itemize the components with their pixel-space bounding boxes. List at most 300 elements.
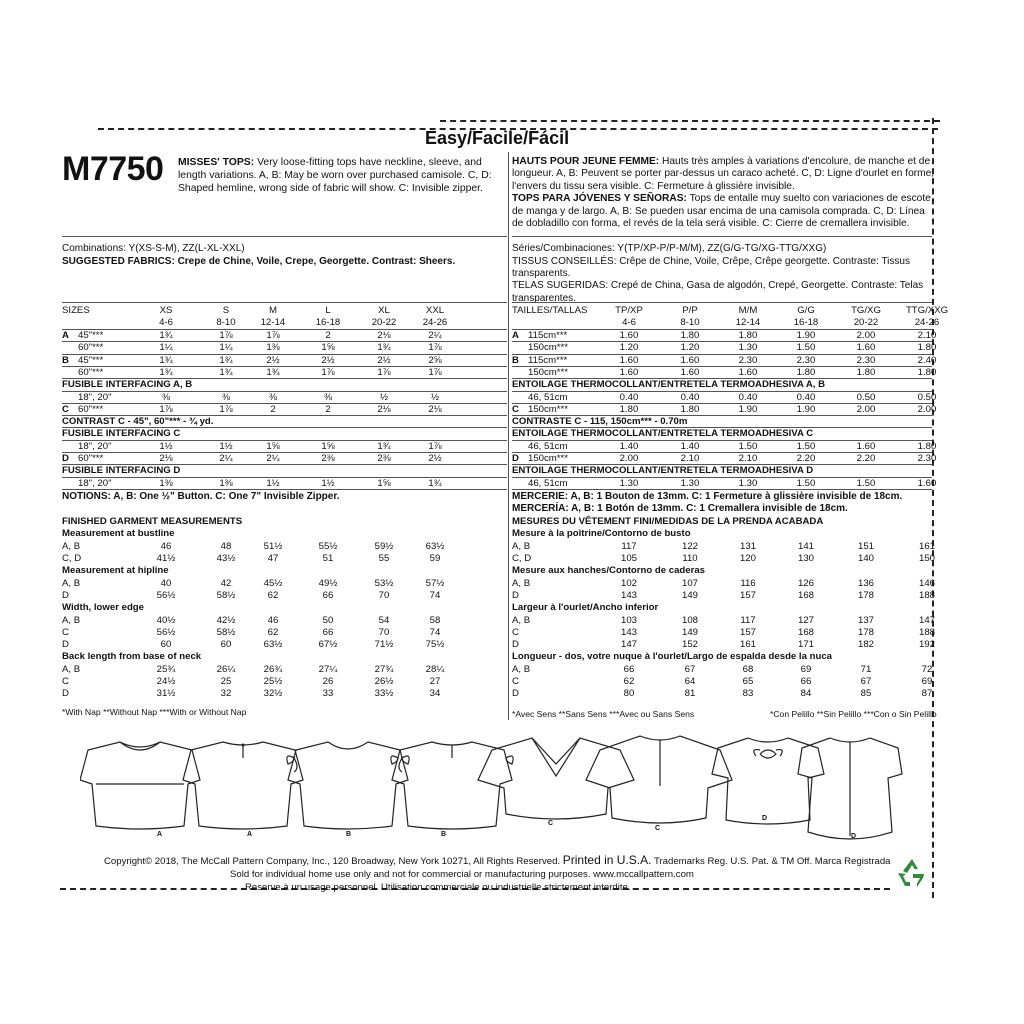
view-letter: C [512, 676, 519, 687]
measurement-value: 71½ [374, 639, 394, 651]
view-c-front-drawing [478, 738, 634, 819]
difficulty-heading: Easy/Facile/Fácil [425, 128, 570, 148]
footnote-es: *Con Pelillo **Sin Pelillo ***Con o Sin Pelillo [770, 709, 937, 719]
measurement-value: 146 [918, 577, 936, 589]
fabric-width: 60"*** [78, 403, 104, 415]
yardage-value: 1.90 [738, 403, 758, 415]
measurement-value: 56½ [156, 626, 176, 638]
rule [512, 302, 932, 303]
measurement-value: 188 [918, 589, 936, 601]
yardage-value: 1⅞ [377, 366, 391, 378]
measurement-heading: Longueur - dos, votre nuque à l'ourlet/Largo de espalda desde la nuca [512, 651, 832, 663]
view-letter: C, D [62, 553, 82, 564]
measurement-value: 157 [739, 589, 757, 601]
view-letter: A [62, 330, 69, 341]
yardage-value: 2½ [321, 354, 335, 366]
measurement-value: 33½ [374, 688, 394, 700]
measurement-value: 27¾ [374, 663, 394, 675]
footer-line-3: Reserve à un usage personnel. Utilisation commerciale ou industrielle strictement interdite. [245, 882, 631, 893]
fabric-width: 150cm*** [528, 342, 568, 354]
view-letter: A, B [512, 614, 531, 626]
yardage-value: 2⅜ [377, 453, 391, 464]
footnote-fr: *Avec Sens **Sans Sens ***Avec ou Sans Sens [512, 709, 695, 719]
measurement-value: 108 [681, 614, 699, 626]
yardage-value: 2.20 [796, 453, 816, 464]
measurement-value: 70 [378, 589, 390, 601]
section-heading: CONTRAST C - 45", 60"*** - ¾ yd. [62, 416, 214, 428]
yardage-value: 0.50 [856, 391, 876, 403]
yardage-value: ⅜ [161, 391, 171, 403]
fabric-width: 60"*** [78, 342, 104, 354]
yardage-value: 0.40 [619, 391, 639, 403]
measurement-value: 60 [160, 639, 172, 651]
section-heading: FUSIBLE INTERFACING A, B [62, 379, 193, 391]
measurement-value: 26½ [374, 676, 394, 687]
measurement-value: 47 [267, 553, 279, 564]
size-header: L [325, 305, 331, 316]
measurement-value: 27 [429, 676, 441, 687]
yardage-value: 1⅞ [428, 440, 442, 452]
combinations-en: Combinations: Y(XS-S-M), ZZ(L-XL-XXL) [62, 243, 245, 254]
measurement-value: 120 [739, 553, 757, 564]
measurement-value: 58 [429, 614, 441, 626]
yardage-value: ⅜ [268, 391, 278, 403]
yardage-value: 2½ [266, 354, 280, 366]
measurements-title: FINISHED GARMENT MEASUREMENTS [62, 516, 243, 527]
measurement-value: 45½ [263, 577, 283, 589]
yardage-value: 1¾ [377, 440, 391, 452]
measurement-value: 54 [378, 614, 390, 626]
yardage-value: 1.80 [917, 440, 937, 452]
measurement-value: 149 [681, 626, 699, 638]
yardage-value: 2¼ [428, 330, 442, 341]
measurement-value: 27¼ [318, 663, 338, 675]
copyright: Copyright© 2018, The McCall Pattern Company, Inc., 120 Broadway, New York 10271, All Rights Reserved. [104, 856, 561, 867]
measurement-value: 151 [857, 540, 875, 552]
measurement-value: 143 [620, 626, 638, 638]
size-number: 24-26 [914, 317, 940, 328]
yardage-value: 1.60 [619, 354, 639, 366]
measurement-value: 74 [429, 626, 441, 638]
fabrics-es-line: transparentes. [512, 292, 576, 304]
measurement-value: 72 [921, 663, 933, 675]
measurement-value: 60 [220, 639, 232, 651]
size-header: XL [378, 305, 390, 316]
cut-line-top-right [440, 120, 940, 122]
yardage-value: 1.50 [856, 477, 876, 489]
measurement-value: 66 [322, 626, 334, 638]
yardage-value: 1.60 [917, 477, 937, 489]
yardage-value: 0.40 [738, 391, 758, 403]
yardage-value: 1⅝ [321, 342, 335, 354]
size-number: 4-6 [622, 317, 636, 328]
size-header: P/P [682, 305, 698, 316]
view-label: D [851, 833, 857, 840]
measurement-value: 152 [681, 639, 699, 651]
description-en-line: length variations. A, B: May be worn over purchased camisole. C, D: [178, 170, 492, 181]
measurement-value: 67 [684, 663, 696, 675]
yardage-value: 1⅞ [428, 366, 442, 378]
yardage-value: 1.60 [856, 440, 876, 452]
size-header: XS [159, 305, 173, 316]
view-letter: D [62, 589, 69, 601]
measurement-value: 40 [160, 577, 172, 589]
view-a-front-drawing [80, 742, 200, 829]
view-letter: D [62, 688, 69, 700]
measurement-value: 131 [739, 540, 757, 552]
measurement-value: 31½ [156, 688, 176, 700]
yardage-value: 2⅝ [428, 354, 442, 366]
yardage-value: 2 [325, 403, 331, 415]
yardage-value: 2.10 [917, 330, 937, 341]
size-number: 8-10 [216, 317, 236, 328]
yardage-value: 1½ [159, 440, 173, 452]
measurement-value: 26¾ [263, 663, 283, 675]
description-es-line: Tops de entalle muy suelto con variaciones de escote, [689, 193, 934, 205]
yardage-value: ⅜ [221, 391, 231, 403]
fabric-width: 46, 51cm [528, 440, 568, 452]
size-header: XXL [425, 305, 445, 316]
measurement-value: 74 [429, 589, 441, 601]
measurement-value: 178 [857, 626, 875, 638]
measurement-value: 182 [857, 639, 875, 651]
measurement-heading: Largeur à l'ourlet/Ancho inferior [512, 602, 659, 614]
view-letter: D [62, 453, 69, 464]
view-letter: A, B [62, 614, 81, 626]
view-label: A [157, 831, 163, 838]
measurement-value: 59½ [374, 540, 394, 552]
measurement-value: 116 [740, 577, 756, 589]
measurement-value: 87 [921, 688, 933, 700]
measurement-value: 62 [623, 676, 635, 687]
yardage-value: 1⅞ [428, 342, 442, 354]
view-letter: A, B [512, 540, 531, 552]
size-number: 16-18 [793, 317, 819, 328]
view-letter: C, D [512, 553, 532, 564]
rule [512, 489, 932, 490]
view-letter: A, B [512, 577, 531, 589]
fabrics-en: SUGGESTED FABRICS: Crepe de Chine, Voile, Crepe, Georgette. Contrast: Sheers. [62, 256, 456, 267]
yardage-value: 2.30 [738, 354, 758, 366]
measurement-value: 110 [682, 553, 698, 564]
measurement-value: 51 [322, 553, 334, 564]
yardage-value: 2.20 [856, 453, 876, 464]
yardage-value: 2½ [377, 354, 391, 366]
yardage-value: 1.20 [680, 342, 700, 354]
measurement-value: 63½ [263, 639, 283, 651]
measurement-value: 67 [860, 676, 872, 687]
yardage-value: 1.50 [796, 342, 816, 354]
measurement-value: 66 [322, 589, 334, 601]
size-header: TTG/XXG [905, 305, 949, 316]
yardage-value: 1½ [321, 477, 335, 489]
view-label: C [548, 820, 554, 827]
yardage-value: 1¾ [219, 366, 233, 378]
trademark: Trademarks Reg. U.S. Pat. & TM Off. Marca Registrada [653, 856, 891, 867]
yardage-value: 1¾ [377, 342, 391, 354]
yardage-value: 1.50 [796, 440, 816, 452]
view-letter: C [62, 403, 69, 415]
measurement-value: 58½ [216, 589, 236, 601]
measurement-value: 178 [857, 589, 875, 601]
measurement-value: 24½ [156, 676, 176, 687]
yardage-value: 1¾ [428, 477, 442, 489]
rule [62, 489, 507, 490]
description-fr-line: Hauts très amples à variations d'encolure, de manche et de [662, 156, 931, 167]
measurement-value: 41½ [156, 553, 176, 564]
fabric-width: 115cm*** [528, 354, 568, 366]
rule [62, 302, 507, 303]
size-header: S [222, 305, 230, 316]
view-letter: D [512, 688, 519, 700]
measurement-value: 107 [681, 577, 699, 589]
yardage-value: 1.80 [796, 366, 816, 378]
size-number: 16-18 [315, 317, 341, 328]
recycle-icon [895, 856, 929, 890]
yardage-value: 1⅞ [219, 403, 233, 415]
fabrics-fr-line: TISSUS CONSEILLÉS: Crêpe de Chine, Voile, Crêpe, Crêpe georgette. Contraste: Tissus [512, 256, 910, 267]
fabric-width: 46, 51cm [528, 477, 568, 489]
view-a-back-drawing [183, 742, 303, 829]
description-es-line: de dobladillo con forma, el revés de la tela será visible. C: Cierre de cremallera invisible. [512, 218, 910, 230]
measurement-value: 42 [220, 577, 232, 589]
view-letter: D [512, 453, 519, 464]
view-letter: A, B [62, 663, 81, 675]
size-number: 12-14 [260, 317, 286, 328]
yardage-value: 1.30 [619, 477, 639, 489]
measurement-value: 42½ [216, 614, 236, 626]
yardage-value: 1⅞ [219, 330, 233, 341]
size-header: M [269, 305, 277, 316]
view-letter: C [62, 626, 69, 638]
measurement-value: 150 [918, 553, 936, 564]
view-d-back-drawing [798, 738, 902, 839]
view-letter: C [512, 403, 519, 415]
yardage-value: 2.30 [856, 354, 876, 366]
view-letter: A, B [512, 663, 531, 675]
yardage-value: 0.40 [796, 391, 816, 403]
size-number: 24-26 [422, 317, 448, 328]
measurement-value: 192 [918, 639, 936, 651]
yardage-value: 2.00 [856, 330, 876, 341]
section-heading: ENTOILAGE THERMOCOLLANT/ENTRETELA TERMOADHESIVA C [512, 428, 814, 440]
fabrics-es-line: TELAS SUGERIDAS: Crepé de China, Gasa de algodón, Crepé, Georgette. Contraste: Telas [512, 280, 924, 292]
description-es-title: TOPS PARA JÓVENES Y SEÑORAS: [512, 193, 687, 205]
yardage-value: 2.30 [796, 354, 816, 366]
yardage-value: 2.00 [856, 403, 876, 415]
yardage-value: 1⅜ [266, 342, 280, 354]
measurement-heading: Width, lower edge [62, 602, 144, 614]
measurement-value: 59 [429, 553, 441, 564]
measurement-value: 102 [620, 577, 638, 589]
description-en [178, 156, 492, 195]
measurement-value: 69 [921, 676, 933, 687]
yardage-value: 1¼ [159, 342, 173, 354]
footer-line-2: Sold for individual home use only and not for commercial or manufacturing purposes. www.mccallpattern.com [230, 869, 694, 880]
measurement-value: 117 [621, 540, 637, 552]
measurement-heading: Mesure à la poitrine/Contorno de busto [512, 528, 691, 540]
measurement-value: 147 [918, 614, 936, 626]
yardage-value: 2.40 [917, 354, 937, 366]
measurement-heading: Measurement at hipline [62, 565, 169, 577]
description-fr-line: longueur. A, B: Peuvent se porter par-dessus un caraco acheté. C, D: Ligne d'ourlet en forme, [512, 168, 935, 180]
measurement-value: 136 [857, 577, 875, 589]
measurement-value: 58½ [216, 626, 236, 638]
measurement-value: 80 [623, 688, 635, 700]
measurement-value: 157 [739, 626, 757, 638]
merceria-es: MERCERÍA: A, B: 1 Botón de 13mm. C: 1 Cremallera invisible de 18cm. [512, 503, 848, 514]
footer-line-1 [104, 854, 891, 868]
pattern-number: M7750 [62, 150, 164, 188]
description-en-title: MISSES' TOPS: [178, 157, 255, 168]
measurement-value: 64 [684, 676, 696, 687]
measurement-value: 28¼ [425, 663, 445, 675]
yardage-value: 1.80 [738, 330, 758, 341]
view-letter: D [512, 639, 519, 651]
description-fr-title: HAUTS POUR JEUNE FEMME: [512, 156, 660, 167]
measurement-value: 75½ [425, 639, 445, 651]
fabric-width: 115cm*** [528, 330, 568, 341]
size-number: 20-22 [371, 317, 397, 328]
size-number: 20-22 [853, 317, 879, 328]
measurement-value: 122 [681, 540, 699, 552]
yardage-table-en [62, 305, 507, 515]
measurement-value: 32 [220, 688, 232, 700]
fabric-width: 45"*** [78, 354, 104, 366]
measurement-value: 81 [684, 688, 696, 700]
measurement-value: 84 [800, 688, 812, 700]
yardage-value: 1.60 [738, 366, 758, 378]
yardage-value: 1.30 [738, 342, 758, 354]
measurement-value: 188 [918, 626, 936, 638]
measurement-value: 140 [857, 553, 875, 564]
view-label: C [655, 825, 661, 832]
mercerie-fr: MERCERIE: A, B: 1 Bouton de 13mm. C: 1 Fermeture à glissière invisible de 18cm. [512, 491, 903, 502]
view-label: B [441, 831, 447, 838]
measurement-value: 56½ [156, 589, 176, 601]
yardage-value: 1.90 [796, 330, 816, 341]
footnote-en: *With Nap **Without Nap ***With or Without Nap [62, 707, 247, 717]
yardage-value: 1⅞ [321, 366, 335, 378]
yardage-value: 1⅞ [159, 403, 173, 415]
size-header: TP/XP [615, 305, 643, 316]
measurement-value: 68 [742, 663, 754, 675]
yardage-value: 1⅜ [219, 477, 233, 489]
yardage-value: 1.80 [917, 342, 937, 354]
yardage-value: 2.10 [738, 453, 758, 464]
fabric-width: 46, 51cm [528, 391, 568, 403]
measurement-value: 40½ [156, 614, 176, 626]
measurement-value: 83 [742, 688, 754, 700]
yardage-value: 1.40 [680, 440, 700, 452]
fabric-width: 150cm*** [528, 366, 568, 378]
yardage-value: 1⅞ [266, 330, 280, 341]
view-letter: C [62, 676, 69, 687]
view-label: B [346, 831, 352, 838]
yardage-value: 1¾ [159, 354, 173, 366]
view-label: D [762, 815, 768, 822]
description-en-line: Very loose-fitting tops have neckline, sleeve, and [257, 157, 482, 168]
yardage-value: 1½ [266, 477, 280, 489]
fabric-width: 18", 20" [78, 440, 112, 452]
section-heading: ENTOILAGE THERMOCOLLANT/ENTRETELA TERMOADHESIVA D [512, 465, 814, 477]
measurement-value: 168 [797, 589, 815, 601]
garment-illustrations [80, 728, 960, 848]
yardage-value: 2½ [428, 453, 442, 464]
measurements-en [62, 516, 507, 716]
description-es-line: de manga y de largo. A, B: Se pueden usar encima de una camisola comprada. C, D: Línea [512, 205, 925, 217]
measurement-value: 33 [322, 688, 334, 700]
measurement-value: 25½ [263, 676, 283, 687]
measurement-heading: Mesure aux hanches/Contorno de caderas [512, 565, 705, 577]
view-letter: A, B [62, 577, 81, 589]
size-header: M/M [738, 305, 758, 316]
yardage-value: 1¾ [219, 354, 233, 366]
column-divider [508, 152, 509, 720]
yardage-value: ½ [430, 391, 440, 403]
yardage-value: 1.80 [619, 403, 639, 415]
yardage-value: 2⅜ [321, 453, 335, 464]
rule [62, 236, 507, 237]
yardage-value: 1⅜ [159, 477, 173, 489]
size-number: 8-10 [680, 317, 700, 328]
view-letter: B [512, 354, 519, 366]
measurement-value: 63½ [425, 540, 445, 552]
measurement-value: 46 [160, 540, 172, 552]
yardage-value: 2⅛ [428, 403, 442, 415]
view-letter: D [62, 639, 69, 651]
fabric-width: 150cm*** [528, 453, 568, 464]
measurement-value: 141 [797, 540, 815, 552]
measurement-value: 130 [797, 553, 815, 564]
yardage-value: 1.80 [856, 366, 876, 378]
description-fr-line: l'envers du tissu sera visible. C: Fermeture à glissière invisible. [512, 180, 795, 192]
measurement-value: 25 [220, 676, 232, 687]
measurements-title: MESURES DU VÊTEMENT FINI/MEDIDAS DE LA PRENDA ACABADA [512, 516, 824, 527]
measurement-value: 105 [620, 553, 638, 564]
fabric-width: 45"*** [78, 330, 104, 341]
measurement-value: 62 [267, 626, 279, 638]
yardage-table-fr-es [512, 305, 949, 515]
measurement-value: 34 [429, 688, 441, 700]
view-letter: D [512, 589, 519, 601]
view-letter: A [512, 330, 519, 341]
yardage-value: 1.60 [680, 366, 700, 378]
measurement-value: 43½ [216, 553, 236, 564]
measurement-value: 57½ [425, 577, 445, 589]
yardage-value: 2.00 [917, 403, 937, 415]
measurement-value: 103 [620, 614, 638, 626]
yardage-value: 2 [325, 330, 331, 341]
combinations-fr-es: Séries/Combinaciones: Y(TP/XP-P/P-M/M), ZZ(G/G-TG/XG-TTG/XXG) [512, 243, 827, 254]
yardage-value: 1.80 [917, 366, 937, 378]
measurement-value: 49½ [318, 577, 338, 589]
measurement-value: 66 [800, 676, 812, 687]
measurement-value: 25¾ [156, 663, 176, 675]
yardage-value: 0.50 [917, 391, 937, 403]
yardage-value: 2.30 [917, 453, 937, 464]
measurement-value: 65 [742, 676, 754, 687]
view-b-front-drawing [287, 742, 409, 829]
yardage-value: 1.60 [619, 330, 639, 341]
yardage-value: 1.60 [856, 342, 876, 354]
measurement-value: 46 [267, 614, 279, 626]
yardage-value: 1.30 [738, 477, 758, 489]
measurement-heading: Back length from base of neck [62, 651, 202, 663]
yardage-value: 1¾ [159, 330, 173, 341]
measurement-value: 69 [800, 663, 812, 675]
measurement-value: 67½ [318, 639, 338, 651]
